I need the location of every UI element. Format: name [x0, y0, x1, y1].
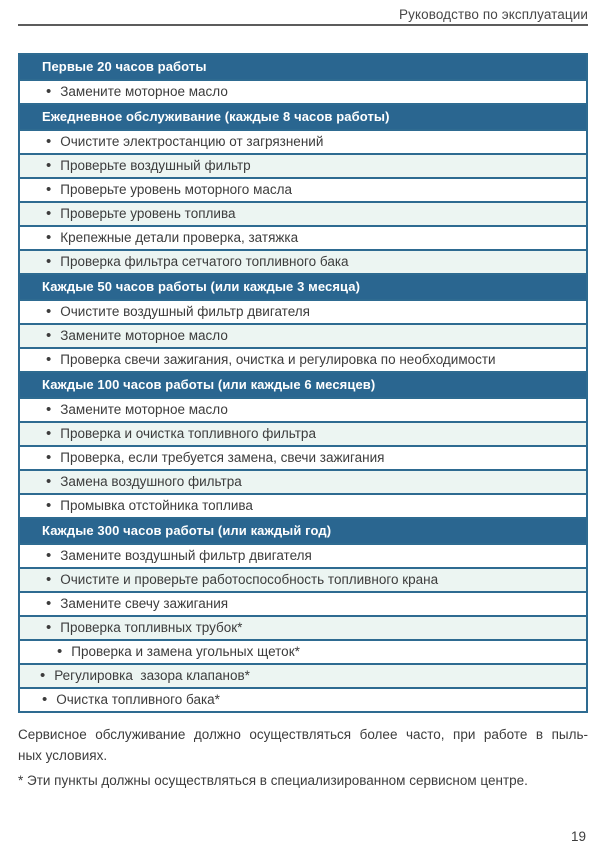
bullet-icon: • [46, 497, 52, 514]
table-row [20, 687, 586, 711]
table-row-label: Проверка свечи зажигания, очистка и регулировка по необходимости [60, 352, 496, 367]
table-row-label: Очистите и проверьте работоспособность топливного крана [60, 572, 439, 587]
table-row-label: Замените моторное масло [60, 402, 228, 417]
page-header [18, 7, 588, 26]
bullet-icon: • [46, 181, 52, 198]
table-row [20, 347, 586, 371]
table-row [20, 543, 586, 567]
section-header-1: Ежедневное обслуживание (каждые 8 часов работы) [20, 103, 586, 129]
table-row [20, 249, 586, 273]
bullet-icon: • [40, 667, 46, 684]
bullet-icon: • [57, 643, 63, 660]
table-row [20, 323, 586, 347]
table-row [20, 663, 586, 687]
table-row [20, 177, 586, 201]
table-row [20, 469, 586, 493]
bullet-icon: • [46, 327, 52, 344]
table-row-label: Замена воздушного фильтра [60, 474, 242, 489]
table-row [20, 153, 586, 177]
bullet-icon: • [46, 401, 52, 418]
service-note-line-2: ных условиях. [18, 748, 108, 763]
bullet-icon: • [46, 619, 52, 636]
bullet-icon: • [46, 229, 52, 246]
section-header-0: Первые 20 часов работы [20, 55, 586, 79]
table-row-label: Замените моторное масло [60, 328, 228, 343]
table-row [20, 567, 586, 591]
table-row-label: Проверка и замена угольных щеток* [71, 644, 300, 659]
table-row [20, 615, 586, 639]
bullet-icon: • [46, 133, 52, 150]
table-row-label: Крепежные детали проверка, затяжка [60, 230, 299, 245]
table-row-label: Проверка топливных трубок* [60, 620, 243, 635]
bullet-icon: • [46, 83, 52, 100]
section-header-4: Каждые 300 часов работы (или каждый год) [20, 517, 586, 543]
bullet-icon: • [46, 157, 52, 174]
bullet-icon: • [42, 691, 48, 708]
table-row-label: Очистите электростанцию от загрязнений [60, 134, 324, 149]
service-note-line-1: Сервисное обслуживание должно осуществляться более часто, при работе в пыль- [18, 727, 588, 742]
table-row [20, 591, 586, 615]
table-row [20, 129, 586, 153]
section-header-3: Каждые 100 часов работы (или каждые 6 месяцев) [20, 371, 586, 397]
service-note [18, 724, 588, 766]
bullet-icon: • [46, 595, 52, 612]
table-row-label: Проверка фильтра сетчатого топливного бака [60, 254, 349, 269]
table-row-label: Промывка отстойника топлива [60, 498, 253, 513]
table-row-label: Очистка топливного бака* [56, 692, 220, 707]
table-row [20, 397, 586, 421]
table-row [20, 639, 586, 663]
maintenance-schedule-table [18, 53, 588, 713]
table-row [20, 421, 586, 445]
table-row-label: Проверка, если требуется замена, свечи зажигания [60, 450, 385, 465]
bullet-icon: • [46, 449, 52, 466]
table-row [20, 201, 586, 225]
bullet-icon: • [46, 571, 52, 588]
table-row-label: Проверка и очистка топливного фильтра [60, 426, 316, 441]
table-row-label: Очистите воздушный фильтр двигателя [60, 304, 310, 319]
page-number: 19 [570, 829, 586, 844]
table-row-label: Замените свечу зажигания [60, 596, 229, 611]
table-row-label: Проверьте уровень топлива [60, 206, 236, 221]
bullet-icon: • [46, 425, 52, 442]
table-row [20, 79, 586, 103]
table-row-label: Проверьте уровень моторного масла [60, 182, 292, 197]
table-row-label: Замените воздушный фильтр двигателя [60, 548, 312, 563]
bullet-icon: • [46, 547, 52, 564]
bullet-icon: • [46, 205, 52, 222]
bullet-icon: • [46, 303, 52, 320]
section-header-2: Каждые 50 часов работы (или каждые 3 месяца) [20, 273, 586, 299]
page-header-title: Руководство по эксплуатации [399, 7, 588, 22]
table-row [20, 299, 586, 323]
table-row-label: Регулировка зазора клапанов* [54, 668, 250, 683]
table-row-label: Замените моторное масло [60, 84, 228, 99]
bullet-icon: • [46, 473, 52, 490]
table-row-label: Проверьте воздушный фильтр [60, 158, 251, 173]
table-row [20, 493, 586, 517]
table-row [20, 225, 586, 249]
bullet-icon: • [46, 253, 52, 270]
table-row [20, 445, 586, 469]
asterisk-note: * Эти пункты должны осуществляться в специализированном сервисном центре. [18, 773, 528, 788]
bullet-icon: • [46, 351, 52, 368]
